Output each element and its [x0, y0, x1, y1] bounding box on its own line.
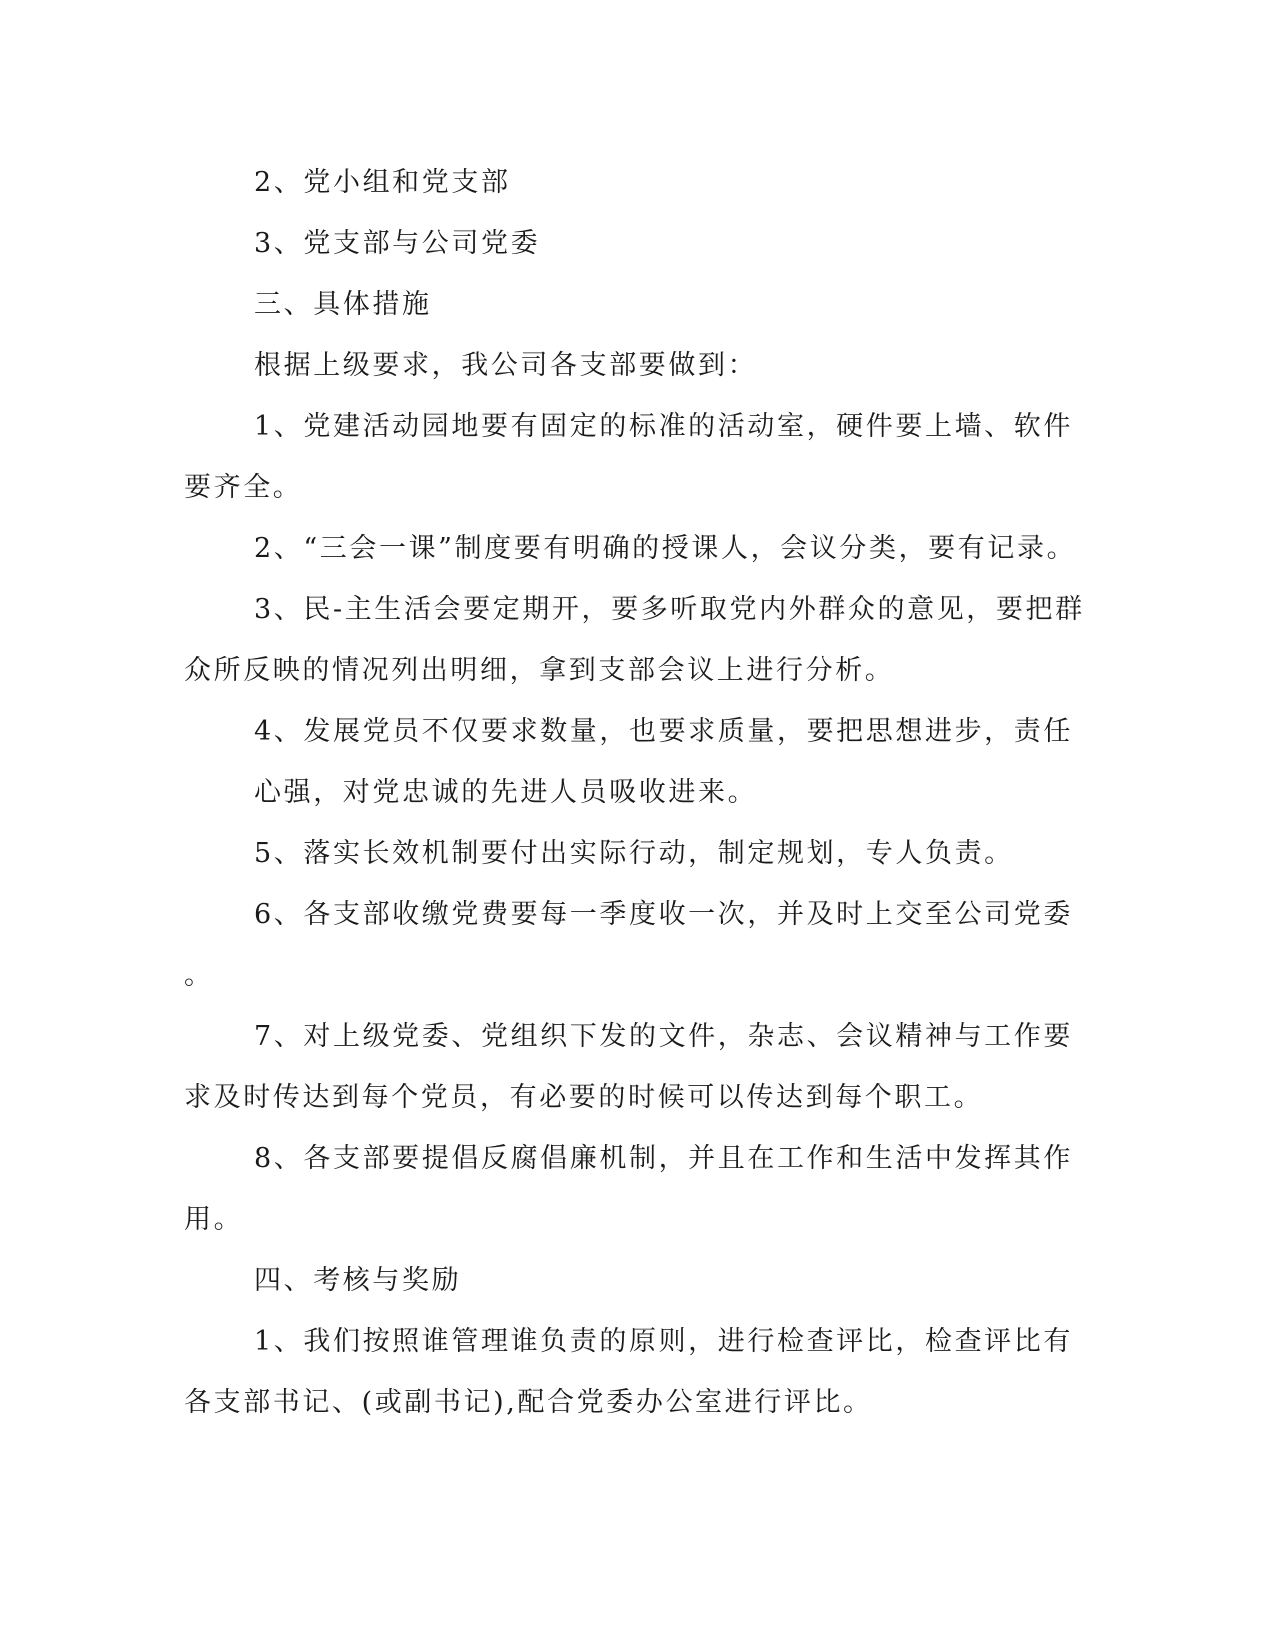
text-line: 7、对上级党委、党组织下发的文件，杂志、会议精神与工作要: [254, 1021, 1073, 1052]
text-line: 求及时传达到每个党员，有必要的时候可以传达到每个职工。: [184, 1082, 984, 1113]
text-line: 1、我们按照谁管理谁负责的原则，进行检查评比，检查评比有: [254, 1326, 1073, 1357]
text-line: 2、党小组和党支部: [254, 167, 511, 198]
section-heading: 四、考核与奖励: [254, 1265, 462, 1296]
text-line: 4、发展党员不仅要求数量，也要求质量，要把思想进步，责任: [254, 716, 1073, 747]
text-line: 。: [184, 960, 214, 991]
text-line: 要齐全。: [184, 472, 303, 503]
text-line: 3、党支部与公司党委: [254, 228, 541, 259]
text-line: 3、民-主生活会要定期开，要多听取党内外群众的意见，要把群: [254, 594, 1085, 625]
document-body: [184, 152, 1085, 1433]
text-line: 2、“三会一课”制度要有明确的授课人，会议分类，要有记录。: [254, 533, 1077, 564]
text-line: 1、党建活动园地要有固定的标准的活动室，硬件要上墙、软件: [254, 411, 1073, 442]
text-line: 心强，对党忠诚的先进人员吸收进来。: [254, 777, 758, 808]
text-line: 各支部书记、(或副书记),配合党委办公室进行评比。: [184, 1387, 873, 1418]
text-line: 根据上级要求，我公司各支部要做到：: [254, 350, 758, 381]
section-heading: 三、具体措施: [254, 289, 432, 320]
text-line: 8、各支部要提倡反腐倡廉机制，并且在工作和生活中发挥其作: [254, 1143, 1073, 1174]
text-line: 众所反映的情况列出明细，拿到支部会议上进行分析。: [184, 655, 895, 686]
text-line: 6、各支部收缴党费要每一季度收一次，并及时上交至公司党委: [254, 899, 1073, 930]
text-line: 用。: [184, 1204, 244, 1235]
text-line: 5、落实长效机制要付出实际行动，制定规划，专人负责。: [254, 838, 1014, 869]
